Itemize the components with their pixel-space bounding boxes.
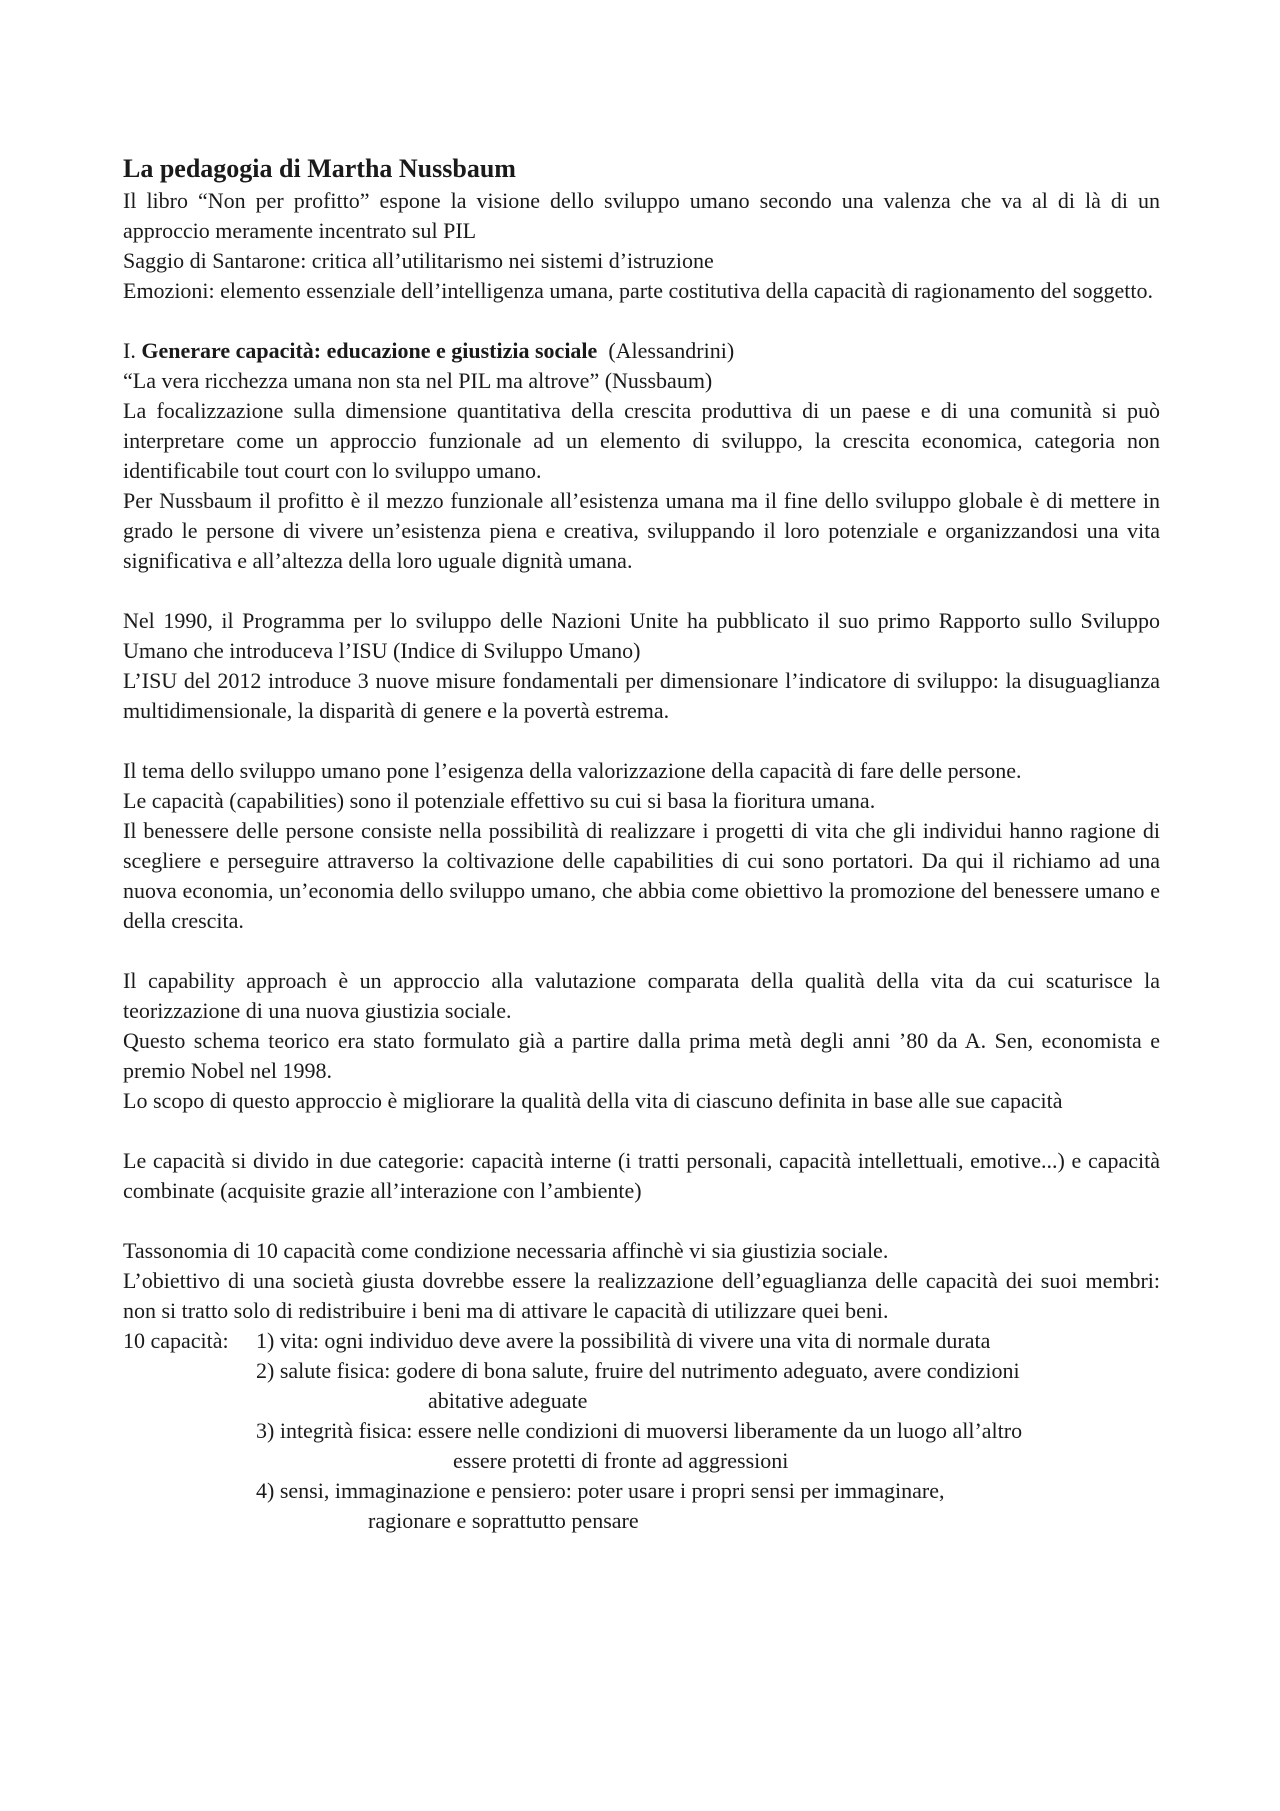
section-title: Generare capacità: educazione e giustizia sociale	[141, 338, 598, 363]
spacer	[123, 306, 1160, 336]
capacity-list-item	[123, 1506, 1160, 1536]
taxonomy-paragraph-2: L’obiettivo di una società giusta dovrebbe essere la realizzazione dell’eguaglianza delle capacità dei suoi membri: non si tratto solo di redistribuire i beni ma di attivare le capacità di utilizzare quei beni.	[123, 1268, 1160, 1323]
capacity-item-3-continued: essere protetti di fronte ad aggressioni	[453, 1448, 789, 1473]
capability-paragraph-2: Questo schema teorico era stato formulato già a partire dalla prima metà degli anni ’80 da A. Sen, economista e premio Nobel nel 1998.	[123, 1028, 1160, 1083]
taxonomy-paragraph-1: Tassonomia di 10 capacità come condizione necessaria affinchè vi sia giustizia sociale.	[123, 1238, 889, 1263]
intro-paragraph-1: Il libro “Non per profitto” espone la visione dello sviluppo umano secondo una valenza che va al di là di un approccio meramente incentrato sul PIL	[123, 188, 1160, 243]
spacer	[123, 576, 1160, 606]
capacity-list-item	[123, 1356, 1160, 1386]
section-heading	[123, 336, 1160, 366]
capacity-item-4-continued: ragionare e soprattutto pensare	[368, 1508, 639, 1533]
tema-paragraph-3: Il benessere delle persone consiste nella possibilità di realizzare i progetti di vita che gli individui hanno ragione di scegliere e perseguire attraverso la coltivazione delle capabilities di cui sono portatori. Da qui il richiamo ad una nuova economia, un’economia dello sviluppo umano, che abbia come obiettivo la promozione del benessere umano e della crescita.	[123, 818, 1160, 933]
capacity-list-item	[123, 1386, 1160, 1416]
intro-paragraph-2: Saggio di Santarone: critica all’utilitarismo nei sistemi d’istruzione	[123, 248, 714, 273]
section-author: (Alessandrini)	[608, 338, 735, 363]
capacity-item-2: 2) salute fisica: godere di bona salute, fruire del nutrimento adeguato, avere condizioni	[256, 1358, 1020, 1383]
capability-paragraph-1: Il capability approach è un approccio alla valutazione comparata della qualità della vita da cui scaturisce la teorizzazione di una nuova giustizia sociale.	[123, 968, 1160, 1023]
isu-paragraph-2: L’ISU del 2012 introduce 3 nuove misure fondamentali per dimensionare l’indicatore di sviluppo: la disuguaglianza multidimensionale, la disparità di genere e la povertà estrema.	[123, 668, 1160, 723]
section-paragraph-2: Per Nussbaum il profitto è il mezzo funzionale all’esistenza umana ma il fine dello sviluppo globale è di mettere in grado le persone di vivere un’esistenza piena e creativa, sviluppando il loro potenziale e organizzandosi una vita significativa e all’altezza della loro uguale dignità umana.	[123, 488, 1160, 573]
capacity-item-1: 1) vita: ogni individuo deve avere la possibilità di vivere una vita di normale durata	[256, 1328, 991, 1353]
capacity-item-3: 3) integrità fisica: essere nelle condizioni di muoversi liberamente da un luogo all’altro	[256, 1418, 1023, 1443]
tema-paragraph-1: Il tema dello sviluppo umano pone l’esigenza della valorizzazione della capacità di fare delle persone.	[123, 758, 1022, 783]
section-number: I.	[123, 338, 136, 363]
categories-paragraph: Le capacità si divido in due categorie: capacità interne (i tratti personali, capacità intellettuali, emotive...) e capacità combinate (acquisite grazie all’interazione con l’ambiente)	[123, 1148, 1160, 1203]
spacer	[123, 1116, 1160, 1146]
section-paragraph-1: La focalizzazione sulla dimensione quantitativa della crescita produttiva di un paese e di una comunità si può interpretare come un approccio funzionale ad un elemento di sviluppo, la crescita economica, categoria non identificabile tout court con lo sviluppo umano.	[123, 398, 1160, 483]
capacity-list-item	[123, 1476, 1160, 1506]
isu-paragraph-1: Nel 1990, il Programma per lo sviluppo delle Nazioni Unite ha pubblicato il suo primo Rapporto sullo Sviluppo Umano che introduceva l’ISU (Indice di Sviluppo Umano)	[123, 608, 1160, 663]
capacity-list-item	[123, 1416, 1160, 1446]
capacity-item-2-continued: abitative adeguate	[428, 1388, 588, 1413]
capacity-list-item	[123, 1326, 1160, 1356]
tema-paragraph-2: Le capacità (capabilities) sono il potenziale effettivo su cui si basa la fioritura umana.	[123, 788, 876, 813]
capability-paragraph-3: Lo scopo di questo approccio è migliorare la qualità della vita di ciascuno definita in base alle sue capacità	[123, 1088, 1063, 1113]
capacity-list-item	[123, 1446, 1160, 1476]
intro-paragraph-3: Emozioni: elemento essenziale dell’intelligenza umana, parte costitutiva della capacità di ragionamento del soggetto.	[123, 278, 1153, 303]
spacer	[123, 936, 1160, 966]
spacer	[123, 1206, 1160, 1236]
section-quote: “La vera ricchezza umana non sta nel PIL ma altrove” (Nussbaum)	[123, 368, 713, 393]
capacity-item-4: 4) sensi, immaginazione e pensiero: poter usare i propri sensi per immaginare,	[256, 1478, 945, 1503]
spacer	[123, 726, 1160, 756]
document-title: La pedagogia di Martha Nussbaum	[123, 154, 516, 183]
capacity-list-label: 10 capacità:	[123, 1328, 229, 1353]
